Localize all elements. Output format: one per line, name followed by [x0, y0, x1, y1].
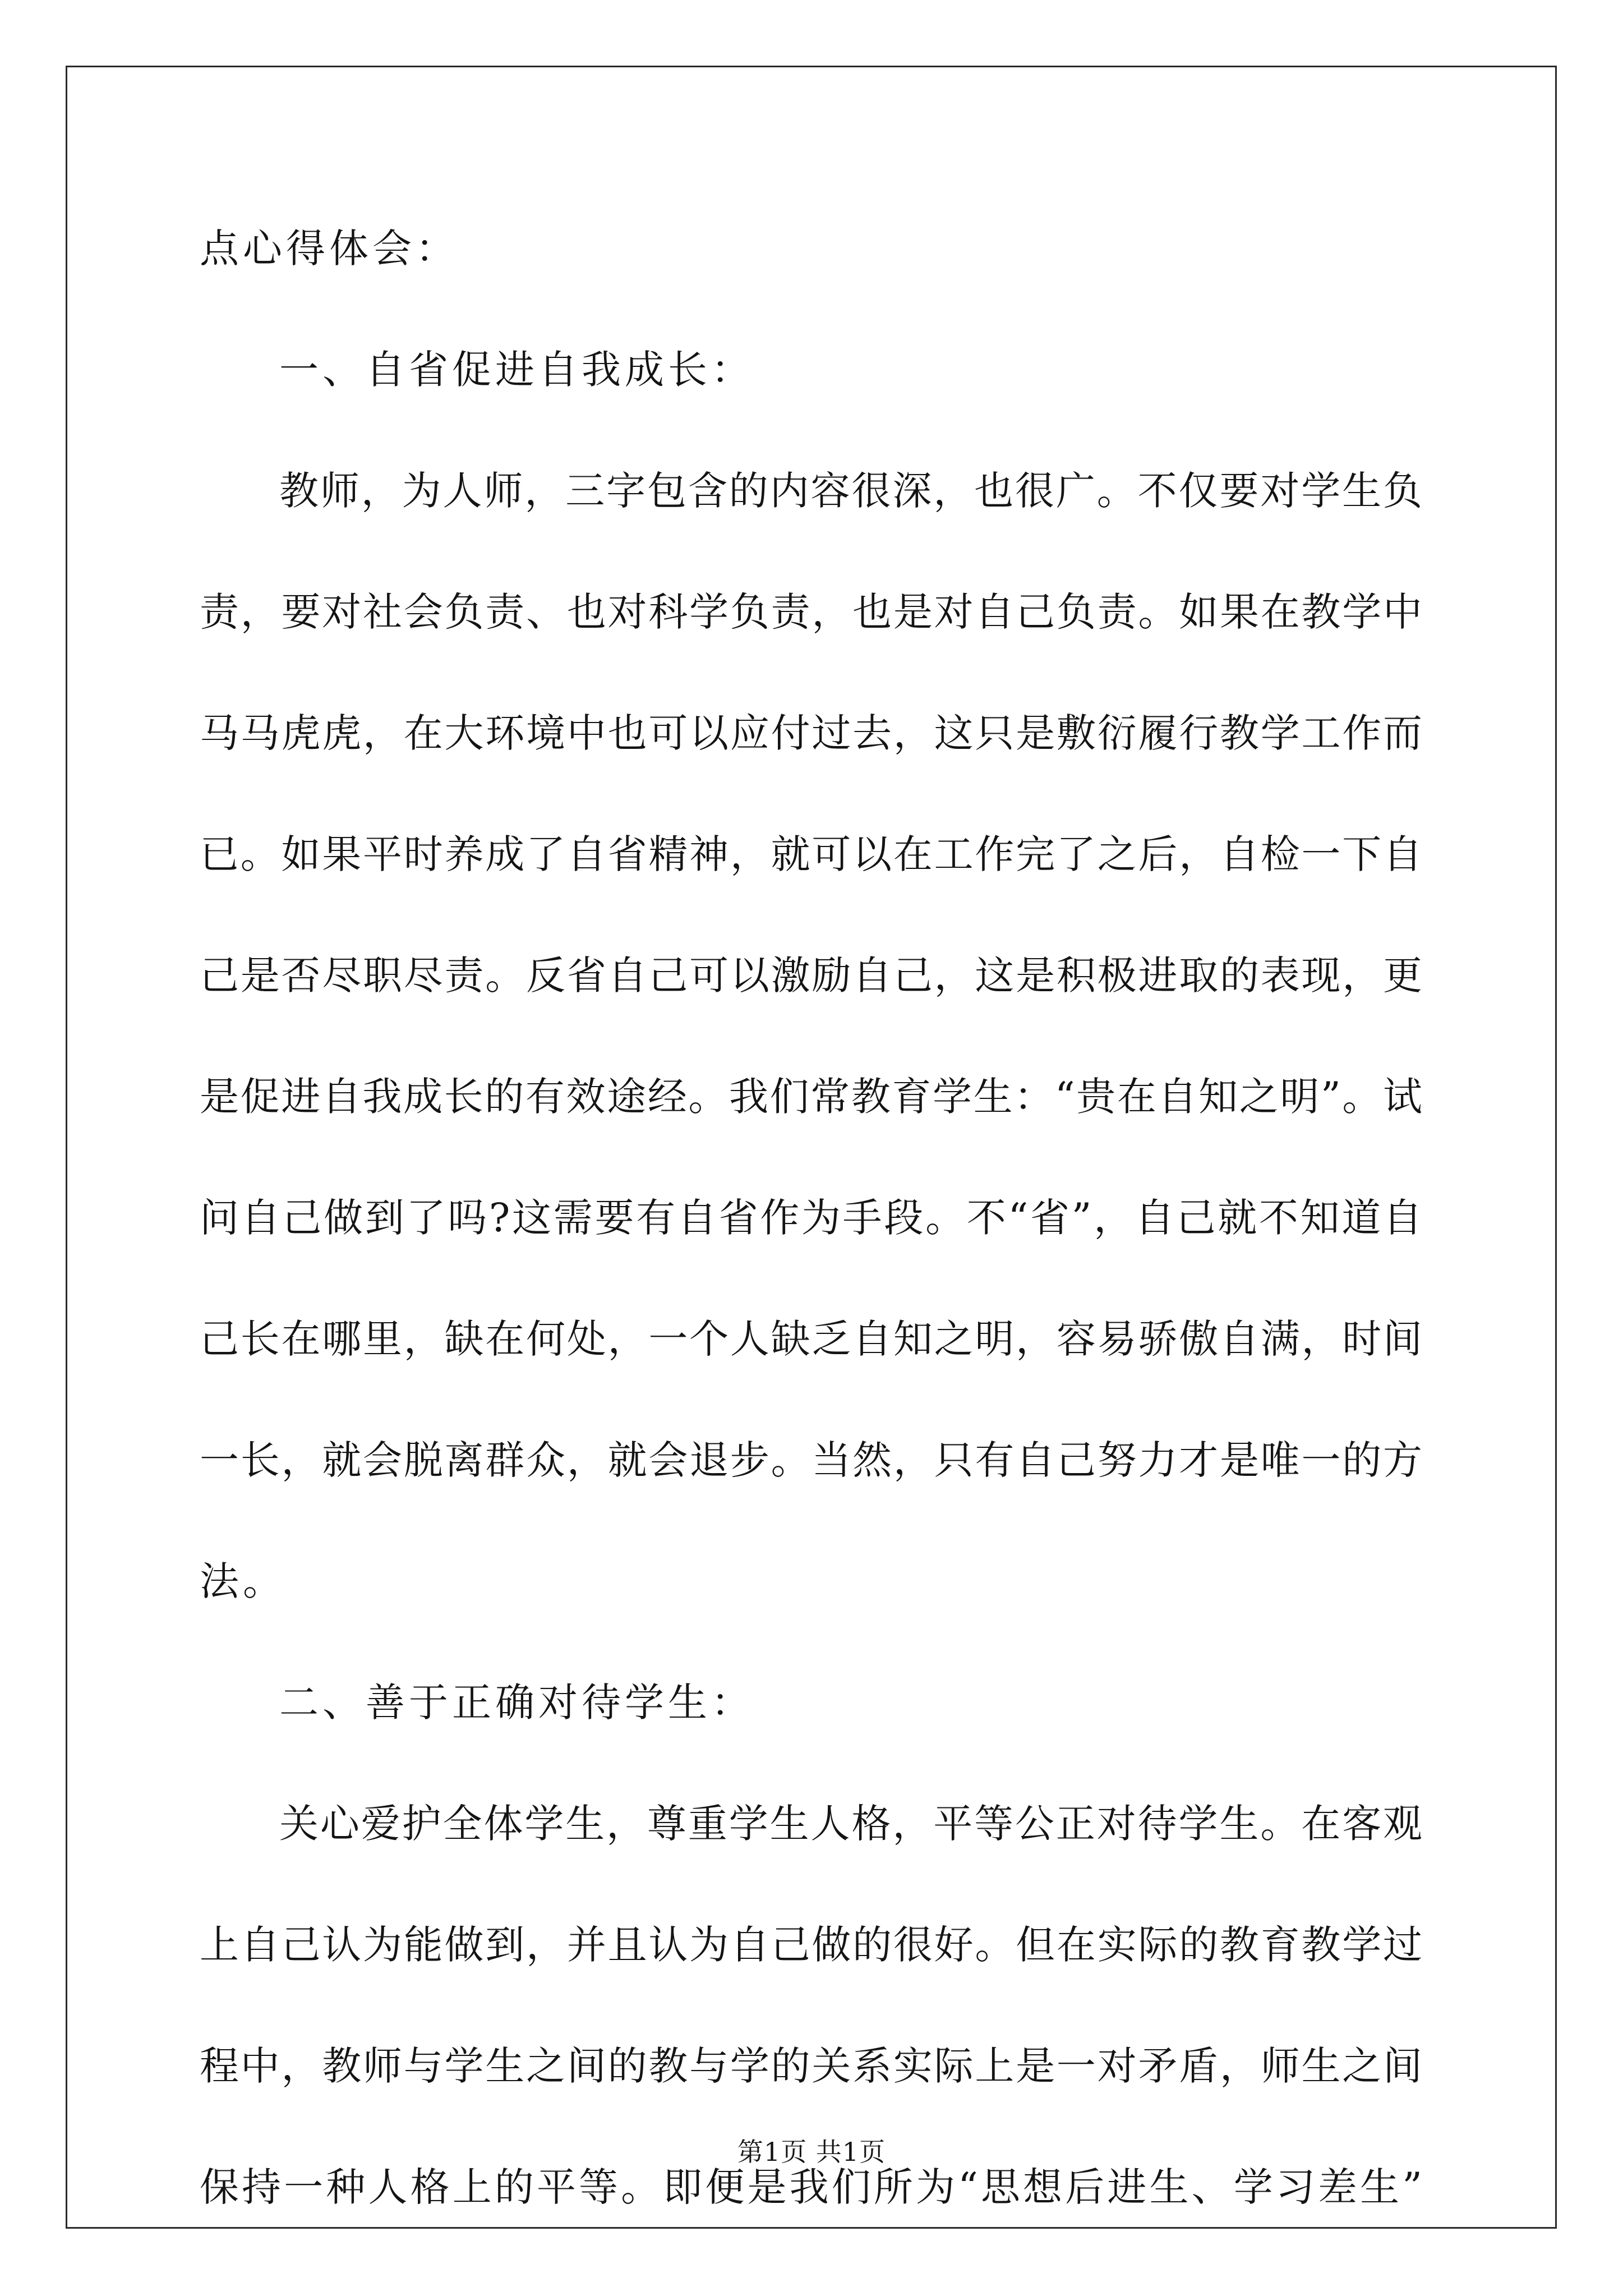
text-line: 教师，为人师，三字包含的内容很深，也很广。不仅要对学生负: [279, 468, 1422, 514]
page-footer: 第1页 共1页: [737, 2137, 886, 2167]
text-line: 己是否尽职尽责。反省自己可以激励自己，这是积极进取的表现，更: [200, 953, 1422, 999]
text-line: 已。如果平时养成了自省精神，就可以在工作完了之后，自检一下自: [200, 831, 1422, 877]
text-line: 关心爱护全体学生，尊重学生人格，平等公正对待学生。在客观: [279, 1801, 1422, 1847]
text-line: 是促进自我成长的有效途经。我们常教育学生：“贵在自知之明”。试: [200, 1074, 1422, 1120]
text-line: 法。: [200, 1558, 286, 1604]
text-line: 保持一种人格上的平等。即便是我们所为“思想后进生、学习差生”: [200, 2164, 1422, 2210]
section-heading: 二、善于正确对待学生：: [279, 1680, 754, 1726]
text-line: 程中，教师与学生之间的教与学的关系实际上是一对矛盾，师生之间: [200, 2043, 1422, 2089]
section-heading: 一、自省促进自我成长：: [279, 347, 754, 393]
text-line: 上自己认为能做到，并且认为自己做的很好。但在实际的教育教学过: [200, 1922, 1422, 1968]
document-body: [200, 209, 1422, 2269]
text-line: 问自己做到了吗?这需要有自省作为手段。不“省”，自己就不知道自: [200, 1195, 1422, 1241]
text-line: 点心得体会：: [200, 226, 459, 272]
text-line: 己长在哪里，缺在何处，一个人缺乏自知之明，容易骄傲自满，时间: [200, 1316, 1422, 1362]
text-line: 马马虎虎，在大环境中也可以应付过去，这只是敷衍履行教学工作而: [200, 710, 1422, 756]
text-line: 责，要对社会负责、也对科学负责，也是对自己负责。如果在教学中: [200, 589, 1422, 635]
text-line: 一长，就会脱离群众，就会退步。当然，只有自己努力才是唯一的方: [200, 1437, 1422, 1483]
